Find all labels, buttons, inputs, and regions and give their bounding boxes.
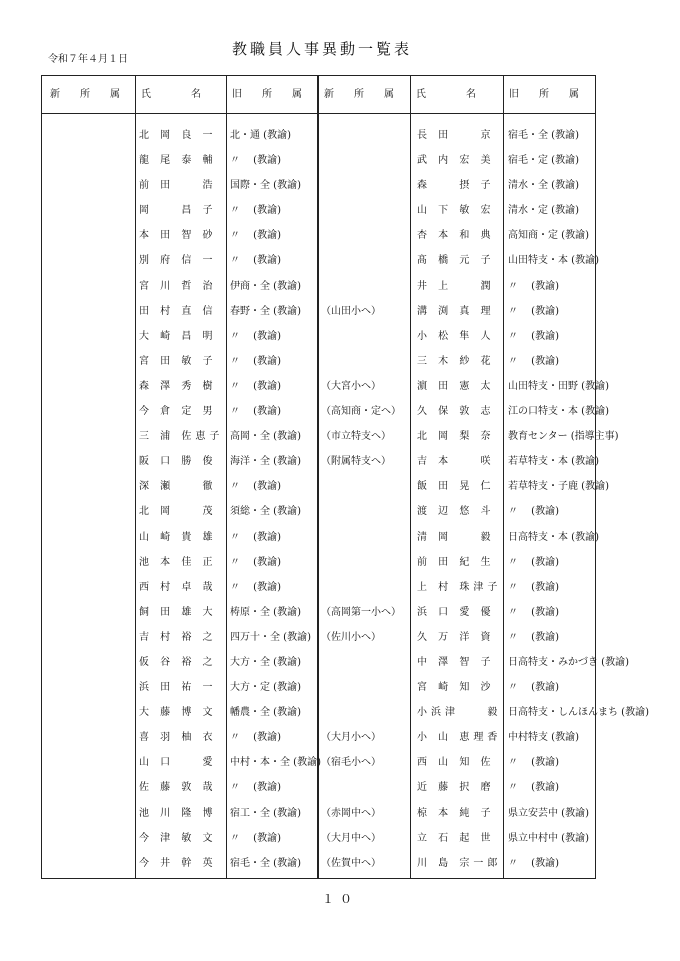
old-dept-cell: 〃 (教諭) <box>508 682 559 694</box>
name-cell: 吉 村 裕 之 <box>139 631 217 643</box>
old-dept-cell: 県立安芸中 (教諭) <box>508 807 589 819</box>
name-cell: 北 岡 良 一 <box>139 130 217 141</box>
old-dept-cell: 中村・本・全 (教諭) <box>230 757 321 769</box>
name-cell: 濵 田 憲 太 <box>417 380 495 392</box>
name-cell: 山 下 敏 宏 <box>417 205 495 217</box>
old-dept-cell: 県立中村中 (教諭) <box>508 832 589 844</box>
name-cell: 浜 口 愛 優 <box>417 606 495 618</box>
old-dept-cell: 〃 (教諭) <box>230 255 281 267</box>
name-cell: 山 口 愛 <box>139 757 217 769</box>
name-cell: 今 倉 定 男 <box>139 406 217 418</box>
name-cell: 森 摂 子 <box>417 180 495 192</box>
old-dept-cell: 〃 (教諭) <box>230 205 281 217</box>
new-dept-cell: （大宮小へ） <box>321 380 381 392</box>
old-dept-cell: 〃 (教諭) <box>230 732 281 744</box>
table-row <box>42 499 595 524</box>
old-dept-cell: 〃 (教諭) <box>508 782 559 794</box>
old-dept-cell: 〃 (教諭) <box>508 631 559 643</box>
name-cell: 井 上 潤 <box>417 280 495 292</box>
old-dept-cell: 伊商・全 (教諭) <box>230 280 301 292</box>
old-dept-cell: 〃 (教諭) <box>508 330 559 342</box>
name-cell: 小 松 隼 人 <box>417 330 495 342</box>
old-dept-cell: 海洋・全 (教諭) <box>230 456 301 468</box>
page-title: 教職員人事異動一覧表 <box>232 40 413 58</box>
page-number: １０ <box>321 892 358 906</box>
name-cell: 今 井 幹 英 <box>139 857 217 869</box>
table-row <box>42 700 649 725</box>
old-dept-cell: 須総・全 (教諭) <box>230 506 301 518</box>
old-dept-cell: 〃 (教諭) <box>508 506 559 518</box>
old-dept-cell: 若草特支・子鹿 (教諭) <box>508 481 609 493</box>
old-dept-cell: 〃 (教諭) <box>508 757 559 769</box>
old-dept-cell: 宿毛・全 (教諭) <box>230 857 301 869</box>
name-cell: 宮 川 哲 治 <box>139 280 217 292</box>
name-cell: 浜 田 祐 一 <box>139 682 217 694</box>
old-dept-cell: 〃 (教諭) <box>230 406 281 418</box>
header-old-dept: 旧 所 属 <box>232 89 302 100</box>
old-dept-cell: 〃 (教諭) <box>230 581 281 593</box>
table-row <box>42 223 595 248</box>
name-cell: 溝 渕 真 理 <box>417 305 495 317</box>
name-cell: 西 村 卓 哉 <box>139 581 217 593</box>
new-dept-cell: （大月中へ） <box>321 832 381 844</box>
new-dept-cell: （高岡第一小へ） <box>321 606 401 618</box>
name-cell: 佐 藤 敦 哉 <box>139 782 217 794</box>
old-dept-cell: 〃 (教諭) <box>508 556 559 568</box>
old-dept-cell: 清水・定 (教諭) <box>508 205 579 217</box>
old-dept-cell: 日高特支・みかづき (教諭) <box>508 656 629 668</box>
name-cell: 龍 尾 泰 輔 <box>139 155 217 167</box>
name-cell: 飯 田 晃 仁 <box>417 481 495 493</box>
old-dept-cell: 幡農・全 (教諭) <box>230 707 301 719</box>
table-row <box>42 148 595 173</box>
table-row <box>42 650 629 675</box>
old-dept-cell: 四万十・全 (教諭) <box>230 631 311 643</box>
old-dept-cell: 大方・定 (教諭) <box>230 682 301 694</box>
table-row <box>42 198 595 223</box>
old-dept-cell: 〃 (教諭) <box>230 832 281 844</box>
old-dept-cell: 〃 (教諭) <box>230 230 281 242</box>
name-cell: 別 府 信 一 <box>139 255 217 267</box>
header-name: 氏 名 <box>141 89 201 100</box>
name-cell: 喜 羽 柚 衣 <box>139 732 217 744</box>
name-cell: 久 万 洋 資 <box>417 631 495 643</box>
table-row <box>42 449 599 474</box>
table-row <box>42 299 595 324</box>
name-cell: 立 石 起 世 <box>417 832 495 844</box>
new-dept-cell: （市立特支へ） <box>321 431 391 443</box>
new-dept-cell: （赤岡中へ） <box>321 807 381 819</box>
name-cell: 本 田 智 砂 <box>139 230 217 242</box>
old-dept-cell: 大方・全 (教諭) <box>230 656 301 668</box>
table-row <box>42 851 595 876</box>
document-date: 令和７年４月１日 <box>48 54 128 65</box>
table-row <box>42 424 619 449</box>
name-cell: 岡 昌 子 <box>139 205 217 217</box>
table-row <box>42 801 595 826</box>
old-dept-cell: 高知商・定 (教諭) <box>508 230 589 242</box>
name-cell: 髙 橋 元 子 <box>417 255 495 267</box>
table-row <box>42 525 599 550</box>
old-dept-cell: 〃 (教諭) <box>508 280 559 292</box>
table-row <box>42 274 595 299</box>
name-cell: 前 田 浩 <box>139 180 217 192</box>
old-dept-cell: 梼原・全 (教諭) <box>230 606 301 618</box>
old-dept-cell: 教育センター (指導主事) <box>508 431 619 443</box>
table-row <box>42 775 595 800</box>
name-cell: 久 保 敦 志 <box>417 406 495 418</box>
name-cell: 田 村 直 信 <box>139 305 217 317</box>
table-row <box>42 575 595 600</box>
old-dept-cell: 宿工・全 (教諭) <box>230 807 301 819</box>
name-cell: 清 岡 毅 <box>417 531 495 543</box>
new-dept-cell: （佐賀中へ） <box>321 857 381 869</box>
name-cell: 小浜津 毅 <box>417 707 502 719</box>
name-cell: 仮 谷 裕 之 <box>139 656 217 668</box>
old-dept-cell: 山田特支・田野 (教諭) <box>508 380 609 392</box>
name-cell: 大 藤 博 文 <box>139 707 217 719</box>
table-row <box>42 725 595 750</box>
table-row <box>42 173 595 198</box>
old-dept-cell: 〃 (教諭) <box>508 606 559 618</box>
table-row <box>42 324 595 349</box>
name-cell: 宮 崎 知 沙 <box>417 682 495 694</box>
header-new-dept: 新 所 属 <box>324 89 394 100</box>
old-dept-cell: 清水・全 (教諭) <box>508 180 579 192</box>
name-cell: 今 津 敏 文 <box>139 832 217 844</box>
name-cell: 武 内 宏 美 <box>417 155 495 167</box>
old-dept-cell: 〃 (教諭) <box>230 782 281 794</box>
table-row <box>42 474 609 499</box>
new-dept-cell: （大月小へ） <box>321 732 381 744</box>
old-dept-cell: 〃 (教諭) <box>230 531 281 543</box>
old-dept-cell: 〃 (教諭) <box>508 305 559 317</box>
name-cell: 阪 口 勝 俊 <box>139 456 217 468</box>
old-dept-cell: 江の口特支・本 (教諭) <box>508 406 609 418</box>
old-dept-cell: 宿毛・全 (教諭) <box>508 130 579 141</box>
name-cell: 宮 田 敏 子 <box>139 355 217 367</box>
old-dept-cell: 高岡・全 (教諭) <box>230 431 301 443</box>
old-dept-cell: 日高特支・しんほんまち (教諭) <box>508 707 649 719</box>
old-dept-cell: 〃 (教諭) <box>230 481 281 493</box>
old-dept-cell: 国際・全 (教諭) <box>230 180 301 192</box>
name-cell: 杏 本 和 典 <box>417 230 495 242</box>
personnel-table <box>41 75 649 879</box>
name-cell: 上 村 珠津子 <box>417 581 502 593</box>
table-row <box>42 374 609 399</box>
old-dept-cell: 宿毛・定 (教諭) <box>508 155 579 167</box>
name-cell: 森 澤 秀 樹 <box>139 380 217 392</box>
table-row <box>42 625 595 650</box>
old-dept-cell: 〃 (教諭) <box>508 857 559 869</box>
table-row <box>42 675 595 700</box>
old-dept-cell: 〃 (教諭) <box>230 355 281 367</box>
name-cell: 中 澤 智 子 <box>417 656 495 668</box>
old-dept-cell: 中村特支 (教諭) <box>508 732 579 744</box>
name-cell: 池 本 佳 正 <box>139 556 217 568</box>
name-cell: 椋 本 純 子 <box>417 807 495 819</box>
name-cell: 長 田 京 <box>417 130 495 141</box>
new-dept-cell: （山田小へ） <box>321 305 381 317</box>
name-cell: 飼 田 雄 大 <box>139 606 217 618</box>
table-body <box>42 114 649 876</box>
old-dept-cell: 北・通 (教諭) <box>230 130 291 141</box>
name-cell: 山 崎 貴 雄 <box>139 531 217 543</box>
header-new-dept: 新 所 属 <box>50 89 120 100</box>
name-cell: 池 川 隆 博 <box>139 807 217 819</box>
name-cell: 北 岡 梨 奈 <box>417 431 495 443</box>
table-row <box>42 248 599 273</box>
table-row <box>42 123 595 148</box>
name-cell: 近 藤 択 磨 <box>417 782 495 794</box>
header-name: 氏 名 <box>416 89 476 100</box>
old-dept-cell: 山田特支・本 (教諭) <box>508 255 599 267</box>
old-dept-cell: 日高特支・本 (教諭) <box>508 531 599 543</box>
old-dept-cell: 〃 (教諭) <box>230 330 281 342</box>
name-cell: 前 田 紀 生 <box>417 556 495 568</box>
table-row <box>42 826 595 851</box>
name-cell: 三 浦 佐恵子 <box>139 431 224 443</box>
old-dept-cell: 春野・全 (教諭) <box>230 305 301 317</box>
old-dept-cell: 〃 (教諭) <box>508 355 559 367</box>
header-old-dept: 旧 所 属 <box>509 89 579 100</box>
name-cell: 北 岡 茂 <box>139 506 217 518</box>
old-dept-cell: 若草特支・本 (教諭) <box>508 456 599 468</box>
old-dept-cell: 〃 (教諭) <box>230 380 281 392</box>
old-dept-cell: 〃 (教諭) <box>230 556 281 568</box>
name-cell: 三 木 紗 花 <box>417 355 495 367</box>
table-row <box>42 550 595 575</box>
name-cell: 渡 辺 悠 斗 <box>417 506 495 518</box>
name-cell: 大 崎 昌 明 <box>139 330 217 342</box>
name-cell: 吉 本 咲 <box>417 456 495 468</box>
table-header <box>42 76 595 114</box>
table-row <box>42 600 595 625</box>
new-dept-cell: （附属特支へ） <box>321 456 391 468</box>
name-cell: 深 瀬 徹 <box>139 481 217 493</box>
old-dept-cell: 〃 (教諭) <box>508 581 559 593</box>
new-dept-cell: （佐川小へ） <box>321 631 381 643</box>
name-cell: 西 山 知 佐 <box>417 757 495 769</box>
new-dept-cell: （宿毛小へ） <box>321 757 381 769</box>
name-cell: 川 島 宗一郎 <box>417 857 502 869</box>
name-cell: 小 山 恵理香 <box>417 732 502 744</box>
table-row <box>42 349 595 374</box>
table-row <box>42 399 609 424</box>
new-dept-cell: （高知商・定へ） <box>321 406 401 418</box>
old-dept-cell: 〃 (教諭) <box>230 155 281 167</box>
table-row <box>42 750 595 775</box>
